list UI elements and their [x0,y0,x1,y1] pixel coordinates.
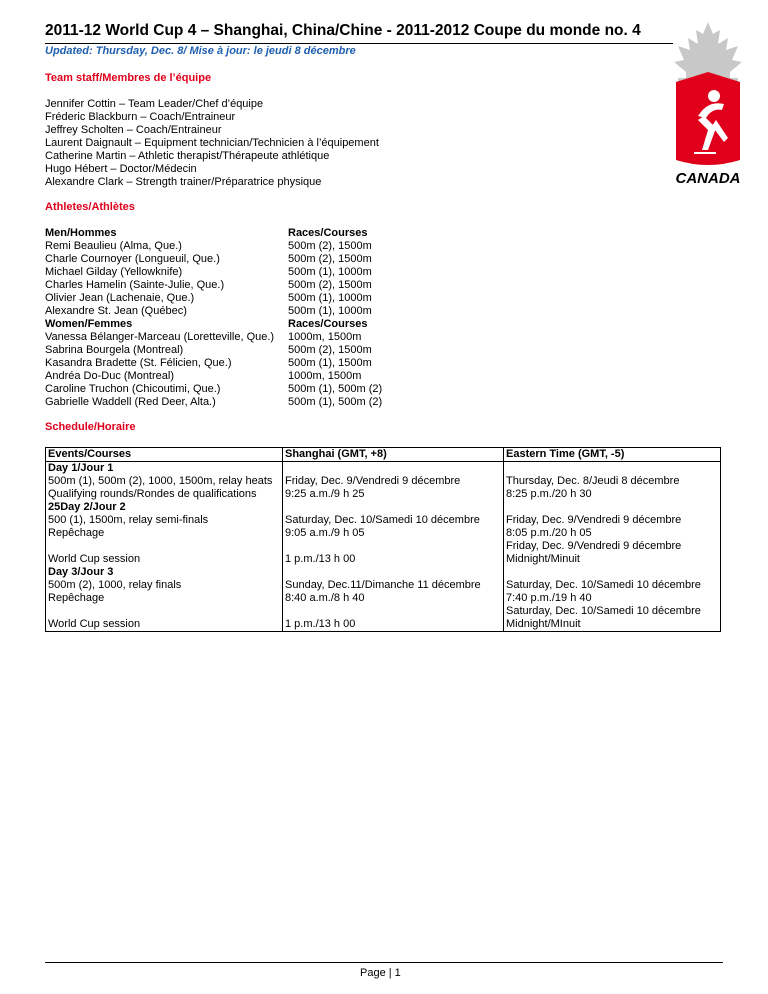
athlete-row [45,266,382,279]
athlete-name: Vanessa Bélanger-Marceau (Loretteville, Que.) [45,331,275,343]
time-line: Midnight/Minuit [506,553,580,565]
red-banner [676,72,740,165]
athlete-races: 500m (2), 1500m [288,253,372,265]
races-label: Races/Courses [288,318,368,330]
page-title: 2011-12 World Cup 4 – Shanghai, China/Chine - 2011-2012 Coupe du monde no. 4 [45,22,641,39]
column-header: Events/Courses [46,448,283,462]
athlete-name: Gabrielle Waddell (Red Deer, Alta.) [45,396,216,408]
athlete-row [45,305,382,318]
athlete-races: 500m (2), 1500m [288,279,372,291]
logo-text: CANADA [675,170,741,187]
day1-eastern [504,462,721,502]
athlete-name: Alexandre St. Jean (Québec) [45,305,187,317]
day-label: Day 1/Jour 1 [48,462,114,474]
athlete-name: Charle Cournoyer (Longueuil, Que.) [45,253,220,265]
column-header: Eastern Time (GMT, -5) [504,448,721,462]
time-line: Friday, Dec. 9/Vendredi 9 décembre [506,514,682,526]
time-line: Saturday, Dec. 10/Samedi 10 décembre [506,579,701,591]
staff-member: Laurent Daignault – Equipment technician/Technicien à l’équipement [45,137,379,149]
athlete-races: 500m (1), 1000m [288,292,372,304]
races-label: Races/Courses [288,227,368,239]
day2-events [46,501,283,566]
time-line: 1 p.m./13 h 00 [285,618,356,630]
title-rule [45,43,673,44]
athletes-list [45,227,382,409]
time-line: 8:40 a.m./8 h 40 [285,592,365,604]
athlete-name: Sabrina Bourgela (Montreal) [45,344,184,356]
day2-shanghai [283,501,504,566]
men-header-row [45,227,382,240]
time-line: 9:25 a.m./9 h 25 [285,488,365,500]
time-line: Thursday, Dec. 8/Jeudi 8 décembre [506,475,680,487]
athlete-row [45,253,382,266]
athlete-name: Kasandra Bradette (St. Félicien, Que.) [45,357,232,369]
time-line: Midnight/MInuit [506,618,581,630]
schedule-table [45,447,721,632]
time-line: 7:40 p.m./19 h 40 [506,592,592,604]
time-line: Saturday, Dec. 10/Samedi 10 décembre [285,514,480,526]
day3-eastern [504,566,721,632]
event-line: Repêchage [48,592,105,604]
athlete-name: Michael Gilday (Yellowknife) [45,266,183,278]
time-line: Friday, Dec. 9/Vendredi 9 décembre [506,540,682,552]
page-number: Page | 1 [360,967,401,979]
athlete-row [45,240,382,253]
women-label: Women/Femmes [45,318,133,330]
athlete-name: Charles Hamelin (Sainte-Julie, Que.) [45,279,225,291]
athlete-races: 500m (1), 1500m [288,357,372,369]
athlete-races: 1000m, 1500m [288,331,362,343]
event-line: 500m (1), 500m (2), 1000, 1500m, relay heats [48,475,273,487]
day-label: Day 3/Jour 3 [48,566,114,578]
athlete-name: Caroline Truchon (Chicoutimi, Que.) [45,383,221,395]
time-line: Friday, Dec. 9/Vendredi 9 décembre [285,475,461,487]
women-header-row [45,318,382,331]
time-line: 8:25 p.m./20 h 30 [506,488,592,500]
athlete-races: 1000m, 1500m [288,370,362,382]
schedule-row-day3 [46,566,721,632]
athlete-row [45,396,382,409]
athlete-name: Remi Beaulieu (Alma, Que.) [45,240,182,252]
staff-member: Fréderic Blackburn – Coach/Entraineur [45,111,236,123]
men-label: Men/Hommes [45,227,117,239]
event-line: World Cup session [48,553,141,565]
schedule-row-day1 [46,462,721,502]
athlete-name: Olivier Jean (Lachenaie, Que.) [45,292,195,304]
time-line: 1 p.m./13 h 00 [285,553,356,565]
staff-heading: Team staff/Membres de l’équipe [45,72,212,84]
staff-member: Alexandre Clark – Strength trainer/Préparatrice physique [45,176,322,188]
athlete-races: 500m (2), 1500m [288,240,372,252]
event-line: Repêchage [48,527,105,539]
athletes-heading: Athletes/Athlètes [45,201,135,213]
staff-member: Catherine Martin – Athletic therapist/Thérapeute athlétique [45,150,330,162]
day3-events [46,566,283,632]
athlete-races: 500m (1), 500m (2) [288,383,383,395]
athlete-races: 500m (1), 1000m [288,266,372,278]
time-line: Saturday, Dec. 10/Samedi 10 décembre [506,605,701,617]
event-line: 500m (2), 1000, relay finals [48,579,182,591]
schedule-heading: Schedule/Horaire [45,421,136,433]
staff-list [45,98,379,189]
day2-eastern [504,501,721,566]
time-line: 8:05 p.m./20 h 05 [506,527,592,539]
athlete-row [45,292,382,305]
staff-member: Jennifer Cottin – Team Leader/Chef d’équipe [45,98,264,110]
time-line: Sunday, Dec.11/Dimanche 11 décembre [285,579,481,591]
day1-events [46,462,283,502]
day3-shanghai [283,566,504,632]
athlete-row [45,279,382,292]
athlete-name: Andréa Do-Duc (Montreal) [45,370,174,382]
schedule-header-row [46,448,721,462]
athlete-races: 500m (1), 500m (2) [288,396,383,408]
staff-member: Jeffrey Scholten – Coach/Entraineur [45,124,222,136]
schedule-row-day2 [46,501,721,566]
staff-member: Hugo Hébert – Doctor/Médecin [45,163,197,175]
updated-notice: Updated: Thursday, Dec. 8/ Mise à jour: le jeudi 8 décembre [45,45,356,57]
column-header: Shanghai (GMT, +8) [283,448,504,462]
athlete-row [45,331,382,344]
day-label: 25Day 2/Jour 2 [48,501,126,513]
speed-skating-canada-logo [668,20,748,190]
event-line: World Cup session [48,618,141,630]
event-line: Qualifying rounds/Rondes de qualifications [48,488,257,500]
footer-rule [45,962,723,963]
event-line: 500 (1), 1500m, relay semi-finals [48,514,209,526]
athlete-row [45,370,382,383]
athlete-row [45,344,382,357]
athlete-row [45,357,382,370]
athlete-races: 500m (2), 1500m [288,344,372,356]
time-line: 9:05 a.m./9 h 05 [285,527,365,539]
athlete-row [45,383,382,396]
athlete-races: 500m (1), 1000m [288,305,372,317]
day1-shanghai [283,462,504,502]
